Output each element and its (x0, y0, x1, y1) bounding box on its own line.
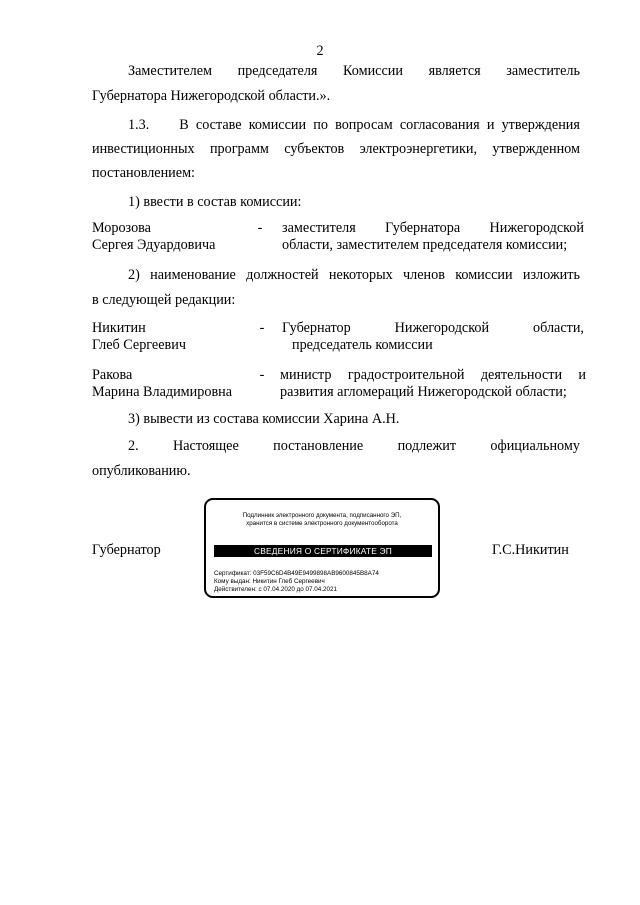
word: 2. (128, 438, 139, 454)
signatory-position: Губернатор (92, 542, 161, 558)
word: составе (195, 117, 242, 133)
paragraph-deputy-line2: Губернатора Нижегородской области.». (92, 88, 331, 104)
word: области, (533, 320, 584, 336)
member-dash: - (259, 320, 265, 336)
member-post-line1 (280, 366, 586, 384)
word: изложить (522, 267, 580, 283)
word: градостроительной (347, 367, 465, 383)
paragraph-2-line1 (128, 437, 580, 455)
word: Комиссии (343, 63, 403, 79)
word: является (428, 63, 481, 79)
word: постановление (273, 438, 364, 454)
word: и (578, 367, 586, 383)
stamp-validity: Действителен: с 07.04.2020 до 07.04.2021 (214, 586, 338, 593)
member-surname: Ракова (92, 367, 133, 383)
member-post-line2: области, заместителем председателя комиссии; (282, 237, 568, 253)
paragraph-1-3-line1 (128, 116, 580, 134)
word: министр (280, 367, 332, 383)
stamp-note-line1: Подлинник электронного документа, подписанного ЭП, (242, 512, 402, 519)
page-number: 2 (316, 43, 324, 59)
paragraph-2-line2: опубликованию. (92, 463, 191, 479)
member-post-line2: председатель комиссии (292, 337, 433, 353)
signatory-name: Г.С.Никитин (492, 542, 569, 558)
electronic-signature-stamp (204, 498, 440, 598)
word: наименование (150, 267, 236, 283)
stamp-issued-to: Кому выдан: Никитин Глеб Сергеевич (214, 578, 325, 585)
stamp-header: СВЕДЕНИЯ О СЕРТИФИКАТЕ ЭП (214, 545, 432, 557)
member-post-line1 (282, 319, 584, 337)
word: председателя (237, 63, 318, 79)
word: утвержденном (492, 141, 580, 157)
paragraph-1-3-line2 (92, 140, 580, 158)
word: членов (403, 267, 445, 283)
clause-number: 1.3. (128, 117, 150, 133)
word: субъектов (284, 141, 345, 157)
word: программ (209, 141, 269, 157)
word: некоторых (328, 267, 393, 283)
word: Настоящее (173, 438, 239, 454)
word: деятельности (480, 367, 563, 383)
member-surname: Морозова (92, 220, 151, 236)
paragraph-deputy-line1 (128, 62, 580, 80)
member-post-line2: развития агломераций Нижегородской области; (280, 384, 567, 400)
word: подлежит (397, 438, 457, 454)
word: Губернатора (385, 220, 461, 236)
word: заместитель (506, 63, 580, 79)
word: согласования (399, 117, 480, 133)
word: электроэнергетики, (359, 141, 478, 157)
member-dash: - (257, 220, 263, 236)
member-given-name: Марина Владимировна (92, 384, 233, 400)
word: В (179, 117, 189, 133)
item-2-line1 (128, 266, 580, 284)
member-given-name: Сергея Эдуардовича (92, 237, 216, 253)
word: официальному (490, 438, 580, 454)
item-3: 3) вывести из состава комиссии Харина А.Н. (128, 411, 400, 427)
stamp-note-line2: хранится в системе электронного документооборота (246, 520, 398, 527)
word: инвестиционных (92, 141, 195, 157)
word: должностей (246, 267, 319, 283)
word: 2) (128, 267, 140, 283)
word: Губернатор (282, 320, 351, 336)
paragraph-1-3-line3: постановлением: (92, 165, 195, 181)
word: заместителя (282, 220, 356, 236)
member-given-name: Глеб Сергеевич (92, 337, 186, 353)
word: Нижегородской (394, 320, 490, 336)
word: Нижегородской (489, 220, 584, 236)
member-dash: - (259, 367, 265, 383)
word: Заместителем (128, 63, 212, 79)
word: вопросам (335, 117, 393, 133)
item-1: 1) ввести в состав комиссии: (128, 194, 302, 210)
member-post-line1 (282, 219, 584, 237)
word: и (486, 117, 495, 133)
word: комиссии (248, 117, 307, 133)
member-surname: Никитин (92, 320, 146, 336)
word: по (313, 117, 328, 133)
stamp-certificate: Сертификат: 03F59C6D4B49E9499898AB9600845B8A74 (214, 570, 379, 577)
word: утверждения (501, 117, 580, 133)
word: комиссии (455, 267, 513, 283)
item-2-line2: в следующей редакции: (92, 292, 236, 308)
